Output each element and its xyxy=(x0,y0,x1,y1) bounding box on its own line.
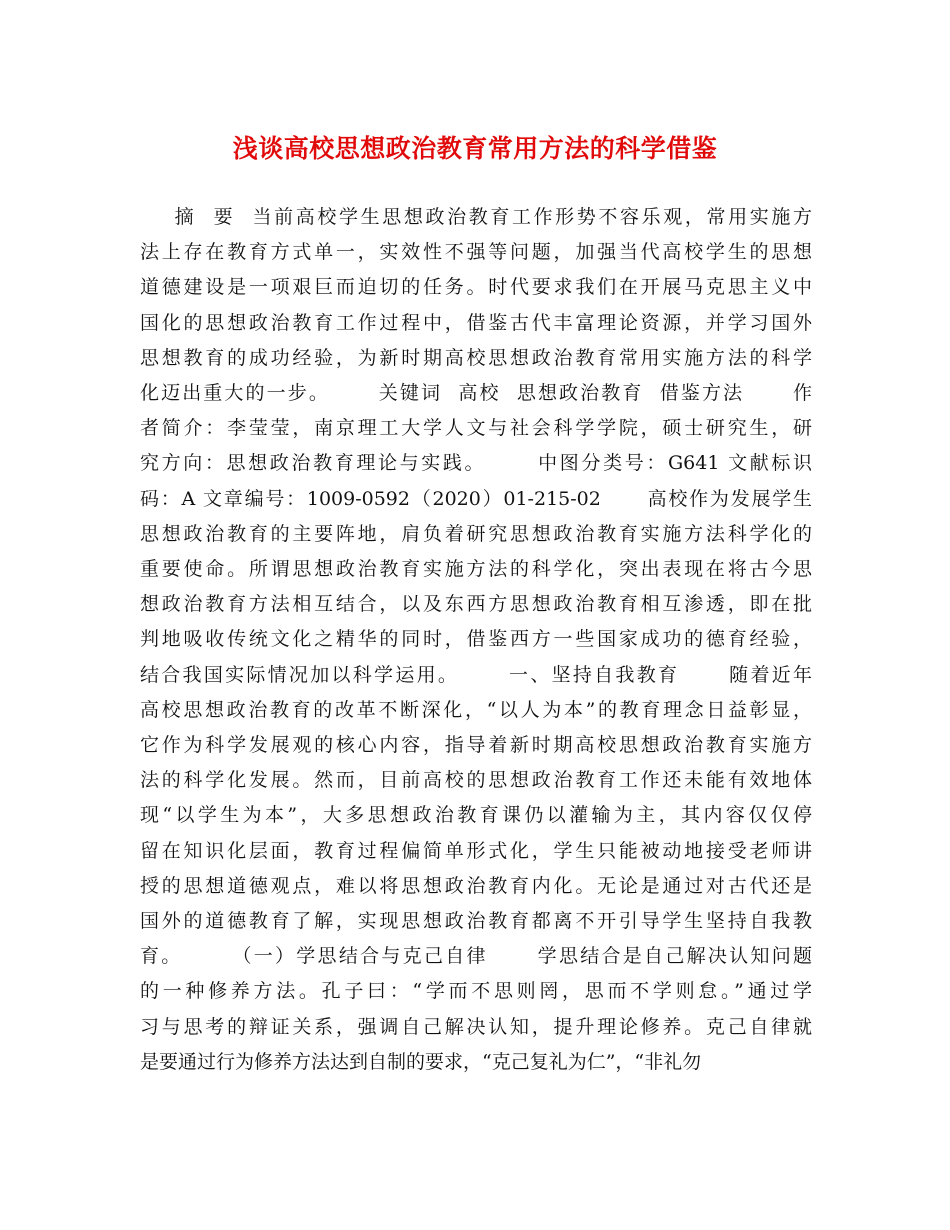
document-title: 浅谈高校思想政治教育常用方法的科学借鉴 xyxy=(232,134,718,163)
body-line: 化迈出重大的一步。 关键词 高校 思想政治教育 借鉴方法 作 xyxy=(140,382,812,405)
body-line: 重要使命。所谓思想政治教育实施方法的科学化，突出表现在将古今思 xyxy=(140,558,812,581)
body-line: 法上存在教育方式单一，实效性不强等问题，加强当代高校学生的思想 xyxy=(140,241,812,264)
body-line: 想政治教育方法相互结合，以及东西方思想政治教育相互渗透，即在批 xyxy=(140,593,812,616)
body-line: 思想政治教育的主要阵地，肩负着研究思想政治教育实施方法科学化的 xyxy=(140,522,812,545)
body-line: 究方向：思想政治教育理论与实践。 中图分类号：G641 文献标识 xyxy=(140,452,812,475)
body-line: 法的科学化发展。然而，目前高校的思想政治教育工作还未能有效地体 xyxy=(140,769,812,792)
body-line: 国化的思想政治教育工作过程中，借鉴古代丰富理论资源，并学习国外 xyxy=(140,311,812,334)
body-line: 授的思想道德观点，难以将思想政治教育内化。无论是通过对古代还是 xyxy=(140,874,812,897)
body-line: 结合我国实际情况加以科学运用。 一、坚持自我教育 随着近年 xyxy=(140,663,812,686)
body-line: 它作为科学发展观的核心内容，指导着新时期高校思想政治教育实施方 xyxy=(140,734,812,757)
body-line: 思想教育的成功经验，为新时期高校思想政治教育常用实施方法的科学 xyxy=(140,346,812,369)
body-line: 高校思想政治教育的改革不断深化，“以人为本”的教育理念日益彰显， xyxy=(140,698,812,721)
body-line: 者简介：李莹莹，南京理工大学人文与社会科学学院，硕士研究生，研 xyxy=(140,417,812,440)
body-line: 育。 （一）学思结合与克己自律 学思结合是自己解决认知问题 xyxy=(140,945,812,968)
body-line: 现“以学生为本”，大多思想政治教育课仍以灌输为主，其内容仅仅停 xyxy=(140,804,812,827)
body-line: 留在知识化层面，教育过程偏简单形式化，学生只能被动地接受老师讲 xyxy=(140,839,812,862)
body-line: 道德建设是一项艰巨而迫切的任务。时代要求我们在开展马克思主义中 xyxy=(140,276,812,299)
body-line: 是要通过行为修养方法达到自制的要求，“克己复礼为仁”，“非礼勿 xyxy=(140,1050,702,1073)
body-line: 国外的道德教育了解，实现思想政治教育都离不开引导学生坚持自我教 xyxy=(140,910,812,933)
body-line: 习与思考的辩证关系，强调自己解决认知，提升理论修养。克己自律就 xyxy=(140,1015,812,1038)
body-line: 摘 要 当前高校学生思想政治教育工作形势不容乐观，常用实施方 xyxy=(140,206,812,228)
body-line: 判地吸收传统文化之精华的同时，借鉴西方一些国家成功的德育经验， xyxy=(140,628,812,651)
body-line: 的一种修养方法。孔子曰：“学而不思则罔，思而不学则怠。”通过学 xyxy=(140,980,812,1003)
document-body xyxy=(140,200,812,1080)
body-line: 码：A 文章编号：1009-0592（2020）01-215-02 高校作为发展学生 xyxy=(140,487,812,510)
